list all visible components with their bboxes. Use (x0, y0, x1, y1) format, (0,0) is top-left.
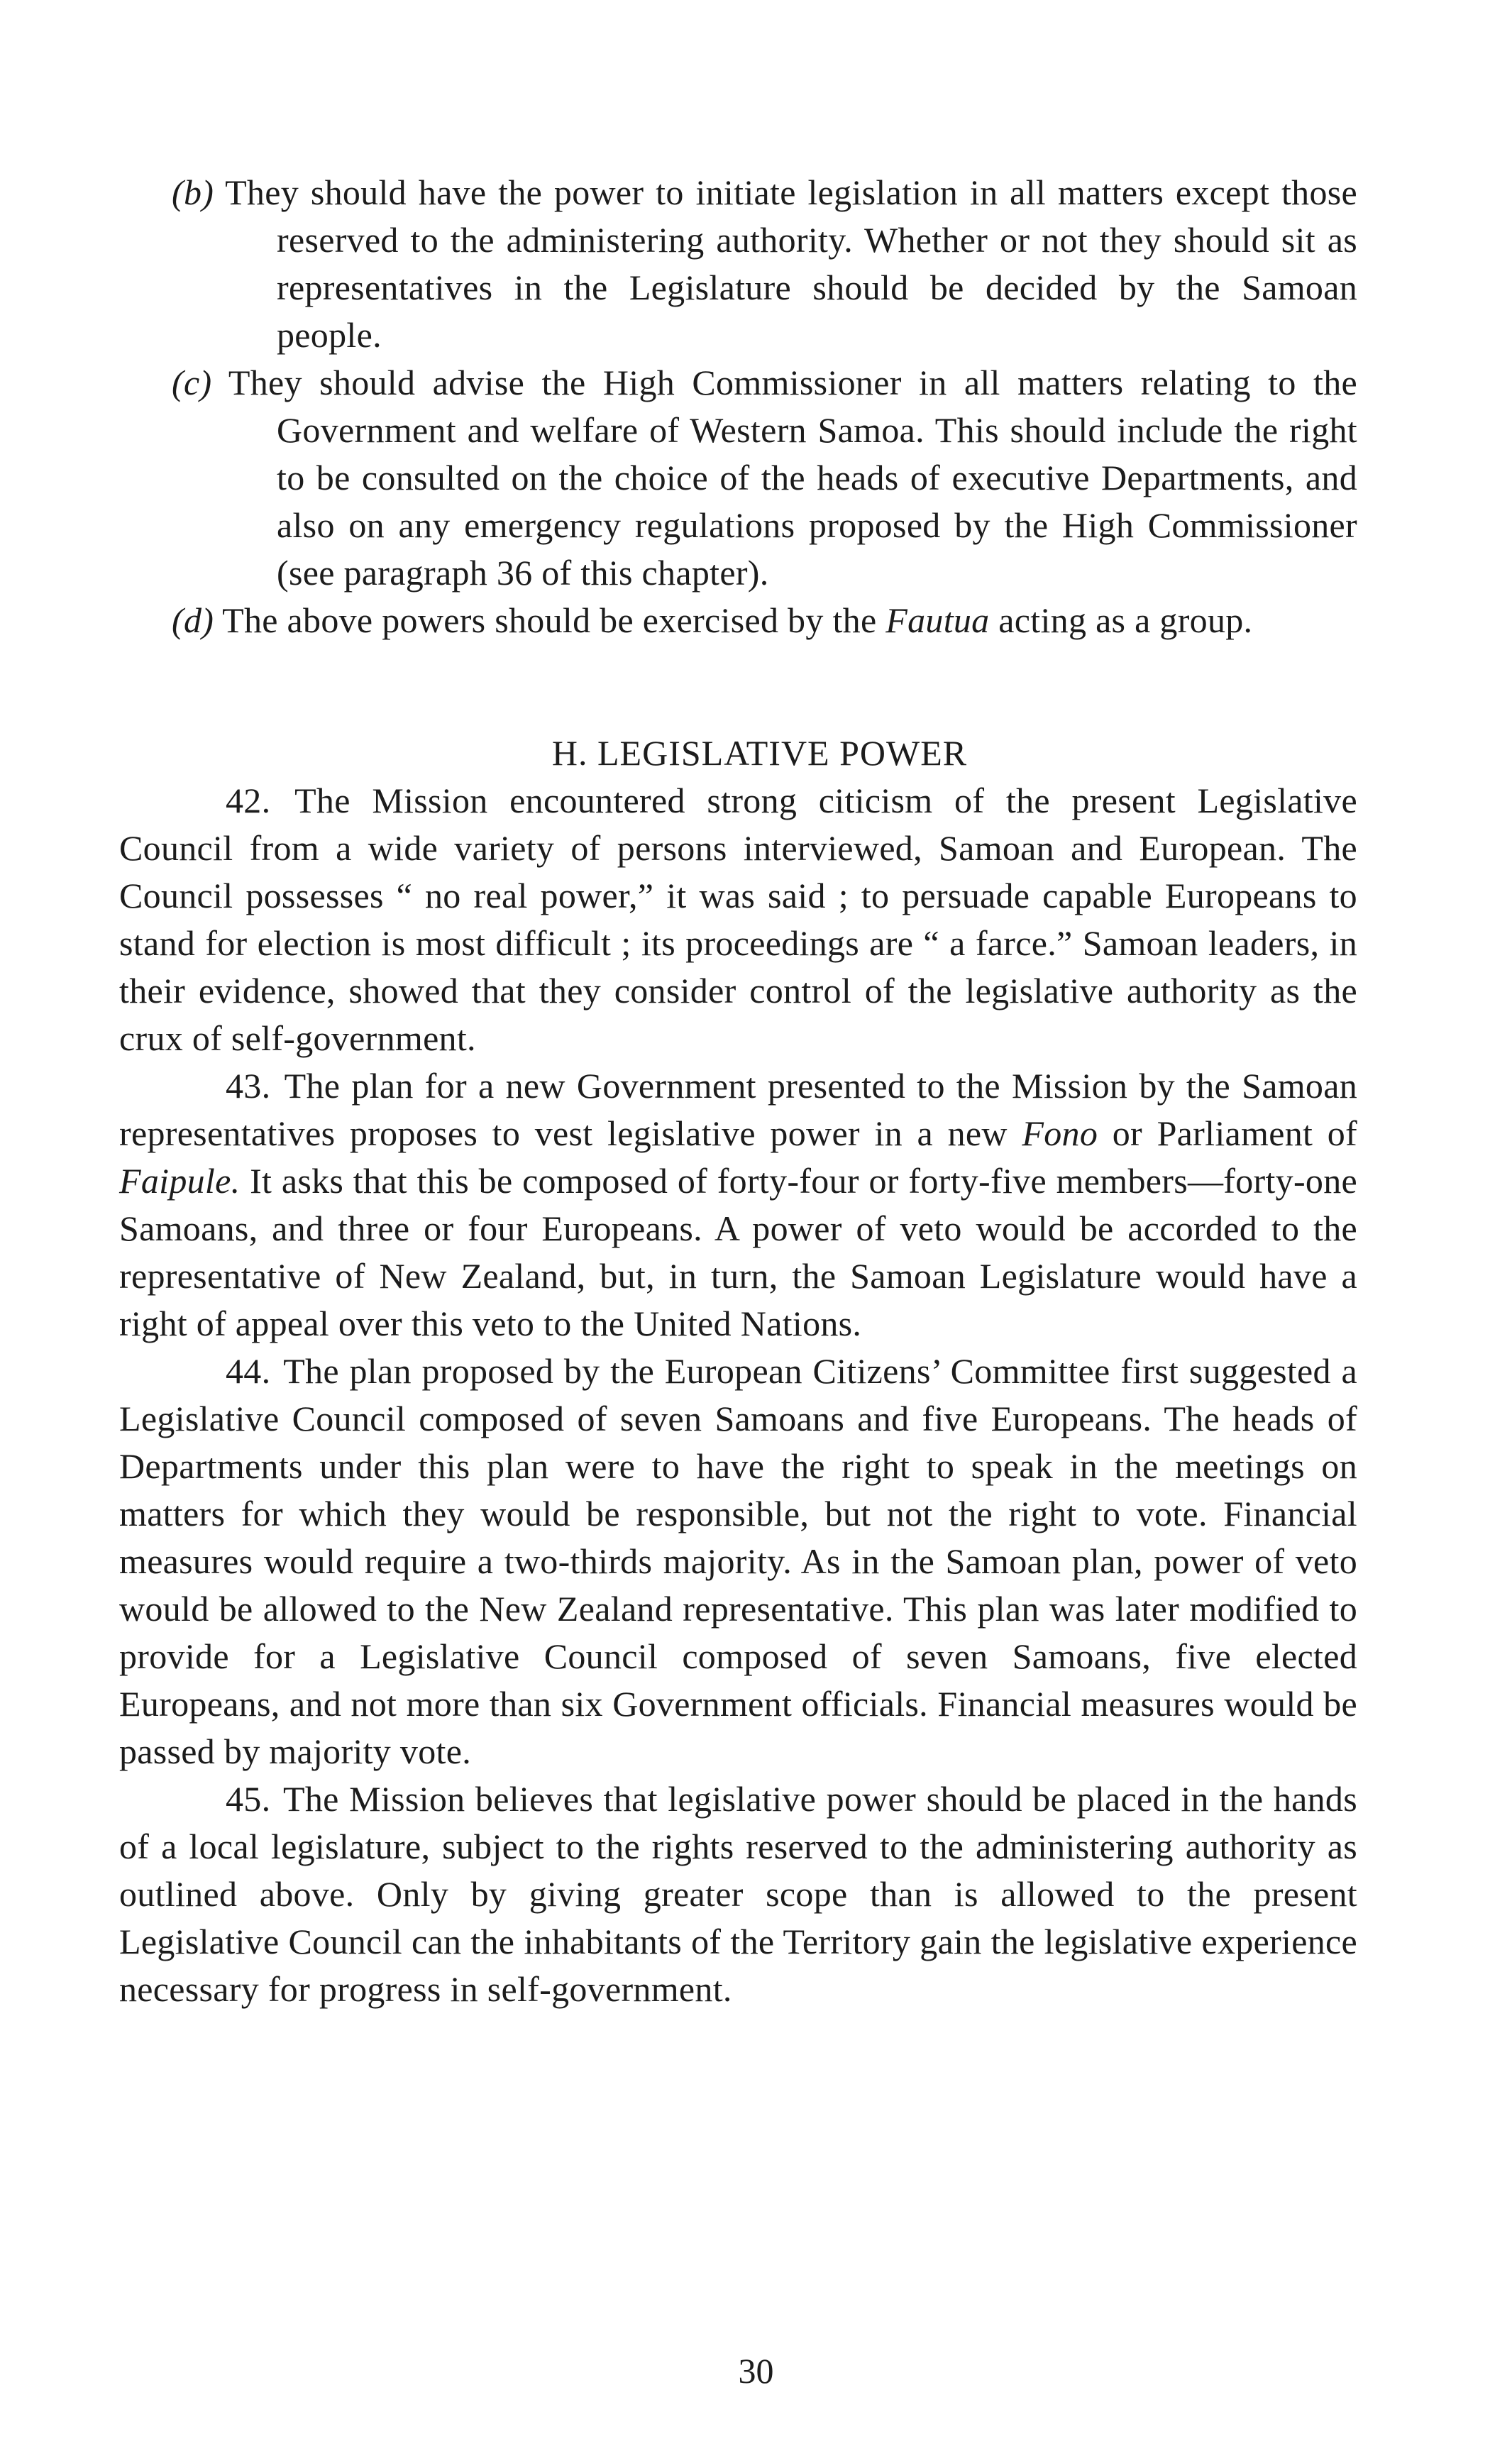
item-text-italic: Fautua (885, 600, 990, 640)
page-number: 30 (738, 2351, 774, 2391)
paragraph-number: 44. (226, 1351, 271, 1391)
list-item-d (119, 597, 1357, 644)
item-text: They should have the power to initiate legislation in all matters except those reserved to the administering authority. Whether or not they should sit as representatives in the Legislature should be decided by the Samoan people. (225, 172, 1357, 355)
item-text: acting as a group. (998, 600, 1253, 640)
item-label: (d) (172, 600, 214, 640)
paragraph-text-italic: Fono (1022, 1113, 1098, 1153)
item-label: (c) (172, 363, 212, 402)
paragraph-number: 43. (226, 1066, 271, 1106)
paragraph-text: The plan for a new Government presented to the Mission by the Samoan representatives proposes to vest legislative power in a new (119, 1066, 1357, 1153)
paragraph-42 (119, 777, 1357, 1062)
item-text: They should advise the High Commissioner in all matters relating to the Government and welfare of Western Samoa. This should include the right to be consulted on the choice of the heads of executive Departments, and also on any emergency regulations proposed by the High Commissioner (see paragraph 36 of this chapter). (228, 363, 1357, 593)
document-page (119, 169, 1357, 2013)
item-text: The above powers should be exercised by the (222, 600, 877, 640)
paragraph-text: or Parliament of (1112, 1113, 1358, 1153)
paragraph-text-italic: Faipule. (119, 1161, 241, 1201)
paragraph-number: 42. (226, 781, 271, 820)
list-item-b (119, 169, 1357, 359)
paragraph-43 (119, 1062, 1357, 1348)
item-label: (b) (172, 172, 214, 212)
paragraph-number: 45. (226, 1779, 271, 1819)
paragraph-text: It asks that this be composed of forty-four or forty-five members—forty-one Samoans, and three or four Europeans. A power of veto would be accorded to the representative of New Zealand, but, in turn, the Samoan Legislature would have a right of appeal over this veto to the United Nations. (119, 1161, 1357, 1343)
list-item-c (119, 359, 1357, 597)
paragraph-44 (119, 1348, 1357, 1775)
section-heading: H. LEGISLATIVE POWER (551, 733, 968, 773)
paragraph-text: The Mission encountered strong citicism of the present Legislative Council from a wide variety of persons interviewed, Samoan and European. The Council possesses “ no real power,” it was said ; to persuade capable Europeans to stand for election is most difficult ; its proceedings are “ a farce.” Samoan leaders, in their evidence, showed that they consider control of the legislative authority as the crux of self-government. (119, 781, 1357, 1058)
paragraph-text: The Mission believes that legislative power should be placed in the hands of a local legislature, subject to the rights reserved to the administering authority as outlined above. Only by giving greater scope than is allowed to the present Legislative Council can the inhabitants of the Territory gain the legislative experience necessary for progress in self-government. (119, 1779, 1357, 2009)
paragraph-45 (119, 1775, 1357, 2013)
paragraph-text: The plan proposed by the European Citizens’ Committee first suggested a Legislative Council composed of seven Samoans and five Europeans. The heads of Departments under this plan were to have the right to speak in the meetings on matters for which they would be responsible, but not the right to vote. Financial measures would require a two-thirds majority. As in the Samoan plan, power of veto would be allowed to the New Zealand representative. This plan was later modified to provide for a Legislative Council composed of seven Samoans, five elected Europeans, and not more than six Government officials. Financial measures would be passed by majority vote. (119, 1351, 1357, 1771)
